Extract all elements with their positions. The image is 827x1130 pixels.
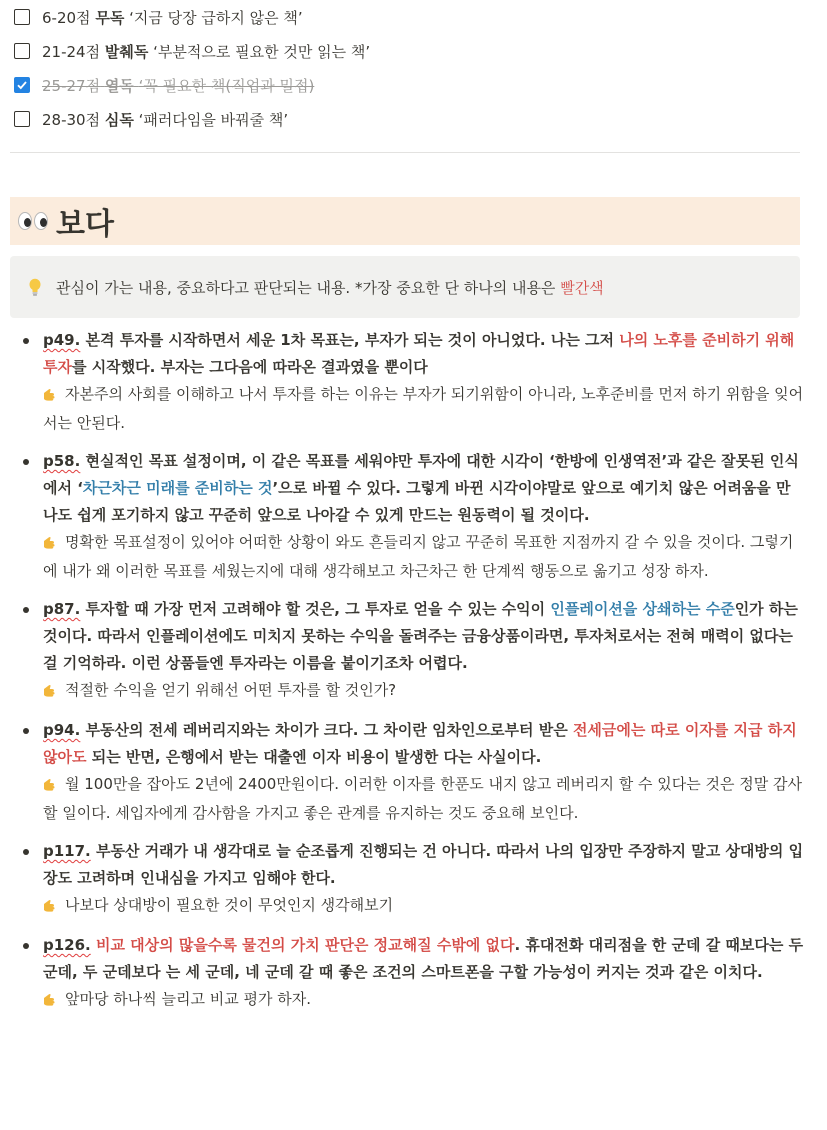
quote-segment: 부동산의 전세 레버리지와는 차이가 크다. 그 차이란 임차인으로부터 받은 — [80, 721, 573, 739]
todo-item — [14, 0, 804, 34]
reflection-text: 앞마당 하나씩 늘리고 비교 평가 하자. — [65, 990, 311, 1008]
todo-text: 28-30점 심독 ‘패러다임을 바꿔줄 책’ — [42, 110, 289, 129]
callout-text: 관심이 가는 내용, 중요하다고 판단되는 내용. *가장 중요한 단 하나의 내용은 빨간색 — [56, 278, 604, 297]
quote-segment: 본격 투자를 시작하면서 세운 1차 목표는, 부자가 되는 것이 아니었다. 나는 그저 — [80, 331, 620, 349]
quote-segment: ’으로 바뀔 수 있다. 그렇게 바뀐 시각이야말로 앞으로 예기치 않은 어려움을 만나도 쉽게 포기하지 않고 꾸준히 앞으로 나아갈 수 있게 만드는 원동력이 될 것이다. — [43, 479, 791, 524]
highlighted-text: 비교 대상의 많을수록 물건의 가치 판단은 정교해질 수밖에 없다 — [95, 936, 515, 954]
note-item — [14, 838, 804, 921]
quote-segment: 현실적인 목표 설정이며, 이 같은 목표를 세워야만 투자에 대한 시각이 ‘한방에 인생역전’과 같은 잘못된 인식에서 ‘ — [43, 452, 799, 497]
pointing-hand-icon — [43, 383, 59, 410]
pointing-hand-icon — [43, 894, 59, 921]
lightbulb-icon — [28, 278, 42, 296]
reflection-text: 적절한 수익을 얻기 위해선 어떤 투자를 할 것인가? — [65, 681, 397, 699]
pointing-hand-icon — [43, 773, 59, 800]
eyes-icon — [18, 212, 50, 230]
quote-text — [43, 932, 804, 986]
reflection-text: 나보다 상대방이 필요한 것이 무엇인지 생각해보기 — [65, 896, 394, 914]
quote-segment: 부동산 거래가 내 생각대로 늘 순조롭게 진행되는 건 아니다. 따라서 나의 입장만 주장하지 말고 상대방의 입장도 고려하며 인내심을 가지고 임해야 한다. — [43, 842, 804, 887]
reflection — [43, 381, 804, 437]
reflection — [43, 986, 804, 1015]
quote-text — [43, 596, 804, 677]
reflection — [43, 677, 804, 706]
note-item — [14, 717, 804, 827]
quote-segment: 되는 반면, 은행에서 받는 대출엔 이자 비용이 발생한 다는 사실이다. — [86, 748, 542, 766]
quote-text — [43, 838, 804, 892]
bullet-dot — [23, 338, 29, 344]
checkbox[interactable] — [14, 43, 30, 59]
todo-text: 21-24점 발췌독 ‘부분적으로 필요한 것만 읽는 책’ — [42, 42, 371, 61]
callout-highlight: 빨간색 — [560, 278, 604, 297]
bullet-dot — [23, 943, 29, 949]
reflection-text: 자본주의 사회를 이해하고 나서 투자를 하는 이유는 부자가 되기위함이 아니라, 노후준비를 먼저 하기 위함을 잊어서는 안된다. — [43, 385, 804, 432]
page-number: p49. — [43, 331, 81, 349]
callout — [10, 256, 800, 318]
checkbox[interactable] — [14, 111, 30, 127]
todo-list — [14, 0, 804, 136]
bullet-dot — [23, 728, 29, 734]
quote-segment: 인가 하는 것이다. 따라서 인플레이션에도 미치지 못하는 수익을 돌려주는 금융상품이라면, 투자처로서는 전혀 매력이 없다는 걸 기억하라. 이런 상품들엔 투자라는 이름을 붙이기조차 어렵다. — [43, 600, 798, 672]
pointing-hand-icon — [43, 679, 59, 706]
reflection — [43, 771, 804, 827]
pointing-hand-icon — [43, 988, 59, 1015]
note-item — [14, 596, 804, 706]
bullet-dot — [23, 607, 29, 613]
highlighted-text: 차근차근 미래를 준비하는 것 — [82, 479, 273, 497]
page-number: p94. — [43, 721, 81, 739]
heading-title: 보다 — [56, 207, 114, 242]
highlighted-text: 인플레이션을 상쇄하는 수준 — [550, 600, 735, 618]
notes-list — [14, 327, 804, 1026]
reflection — [43, 892, 804, 921]
quote-segment: . 휴대전화 대리점을 한 군데 갈 때보다는 두 군데, 두 군데보다 는 세 군데, 네 군데 갈 때 좋은 조건의 스마트폰을 구할 가능성이 커지는 것과 같은 이치다. — [43, 936, 804, 981]
highlighted-text: 전세금에는 따로 이자를 지급 하지 않아도 — [43, 721, 797, 766]
pointing-hand-icon — [43, 531, 59, 558]
reflection-text: 월 100만을 잡아도 2년에 2400만원이다. 이러한 이자를 한푼도 내지 않고 레버리지 할 수 있다는 것은 정말 감사할 일이다. 세입자에게 감사함을 가지고 좋은 관계를 유지하는 것도 중요해 보인다. — [43, 775, 803, 822]
page-number: p117. — [43, 842, 91, 860]
bullet-dot — [23, 459, 29, 465]
page-number: p87. — [43, 600, 81, 618]
quote-segment: 를 시작했다. 부자는 그다음에 따라온 결과였을 뿐이다 — [71, 358, 428, 376]
todo-item — [14, 68, 804, 102]
reflection — [43, 529, 804, 585]
divider — [10, 152, 800, 153]
checkmark-icon — [16, 79, 28, 91]
section-heading — [10, 197, 800, 245]
quote-text — [43, 327, 804, 381]
quote-text — [43, 448, 804, 529]
quote-text — [43, 717, 804, 771]
todo-text: 6-20점 무독 ‘지금 당장 급하지 않은 책’ — [42, 8, 303, 27]
todo-text: 25-27점 열독 ‘꼭 필요한 책(직업과 밀접) — [42, 76, 315, 95]
reflection-text: 명확한 목표설정이 있어야 어떠한 상황이 와도 흔들리지 않고 꾸준히 목표한 지점까지 갈 수 있을 것이다. 그렇기에 내가 왜 이러한 목표를 세웠는지에 대해 생각해보고 차근차근 한 단계씩 행동으로 옮기고 성장 하자. — [43, 533, 794, 580]
quote-segment: 투자할 때 가장 먼저 고려해야 할 것은, 그 투자로 얻을 수 있는 수익이 — [80, 600, 551, 618]
bullet-dot — [23, 849, 29, 855]
todo-item — [14, 34, 804, 68]
page-number: p58. — [43, 452, 81, 470]
page-number: p126. — [43, 936, 91, 954]
note-item — [14, 932, 804, 1015]
highlighted-text: 나의 노후를 준비하기 위해 투자 — [43, 331, 795, 376]
checkbox-checked[interactable] — [14, 77, 30, 93]
note-item — [14, 448, 804, 585]
todo-item — [14, 102, 804, 136]
note-item — [14, 327, 804, 437]
checkbox[interactable] — [14, 9, 30, 25]
